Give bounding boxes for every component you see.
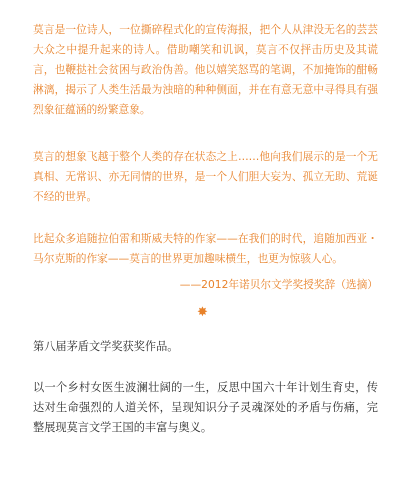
- nobel-quote-paragraph-2: 莫言的想象飞越于整个人类的存在状态之上……他向我们展示的是一个无真相、无常识、亦无同情的世界，是一个人们胆大妄为、孤立无助、荒诞不经的世界。: [33, 150, 378, 203]
- book-summary: 以一个乡村女医生波澜壮阔的一生，反思中国六十年计划生育史，传达对生命强烈的人道关怀，呈现知识分子灵魂深处的矛盾与伤痛，完整展现莫言文学王国的丰富与奥义。: [33, 381, 378, 434]
- star-divider-icon: ✸: [197, 305, 208, 320]
- quote-attribution: ——2012年诺贝尔文学奖授奖辞（选摘）: [179, 278, 378, 291]
- award-line: 第八届茅盾文学奖获奖作品。: [33, 340, 179, 353]
- nobel-quote-paragraph-3: 比起众多追随拉伯雷和斯威夫特的作家——在我们的时代，追随加西亚・马尔克斯的作家——莫言的世界更加趣味横生，也更为惊骇人心。: [33, 232, 378, 265]
- nobel-quote-paragraph-1: 莫言是一位诗人，一位撕碎程式化的宣传海报，把个人从津没无名的芸芸大众之中提升起来的诗人。借助嘲笑和讥讽，莫言不仅抨击历史及其谎言，也鞭挞社会贫困与政治伪善。他以嬉笑怒骂的笔调，不加掩饰的酣畅淋漓，揭示了人类生活最为浊暗的种种侧面，并在有意无意中寻得具有强烈象征蕴涵的纷繁意象。: [33, 23, 378, 116]
